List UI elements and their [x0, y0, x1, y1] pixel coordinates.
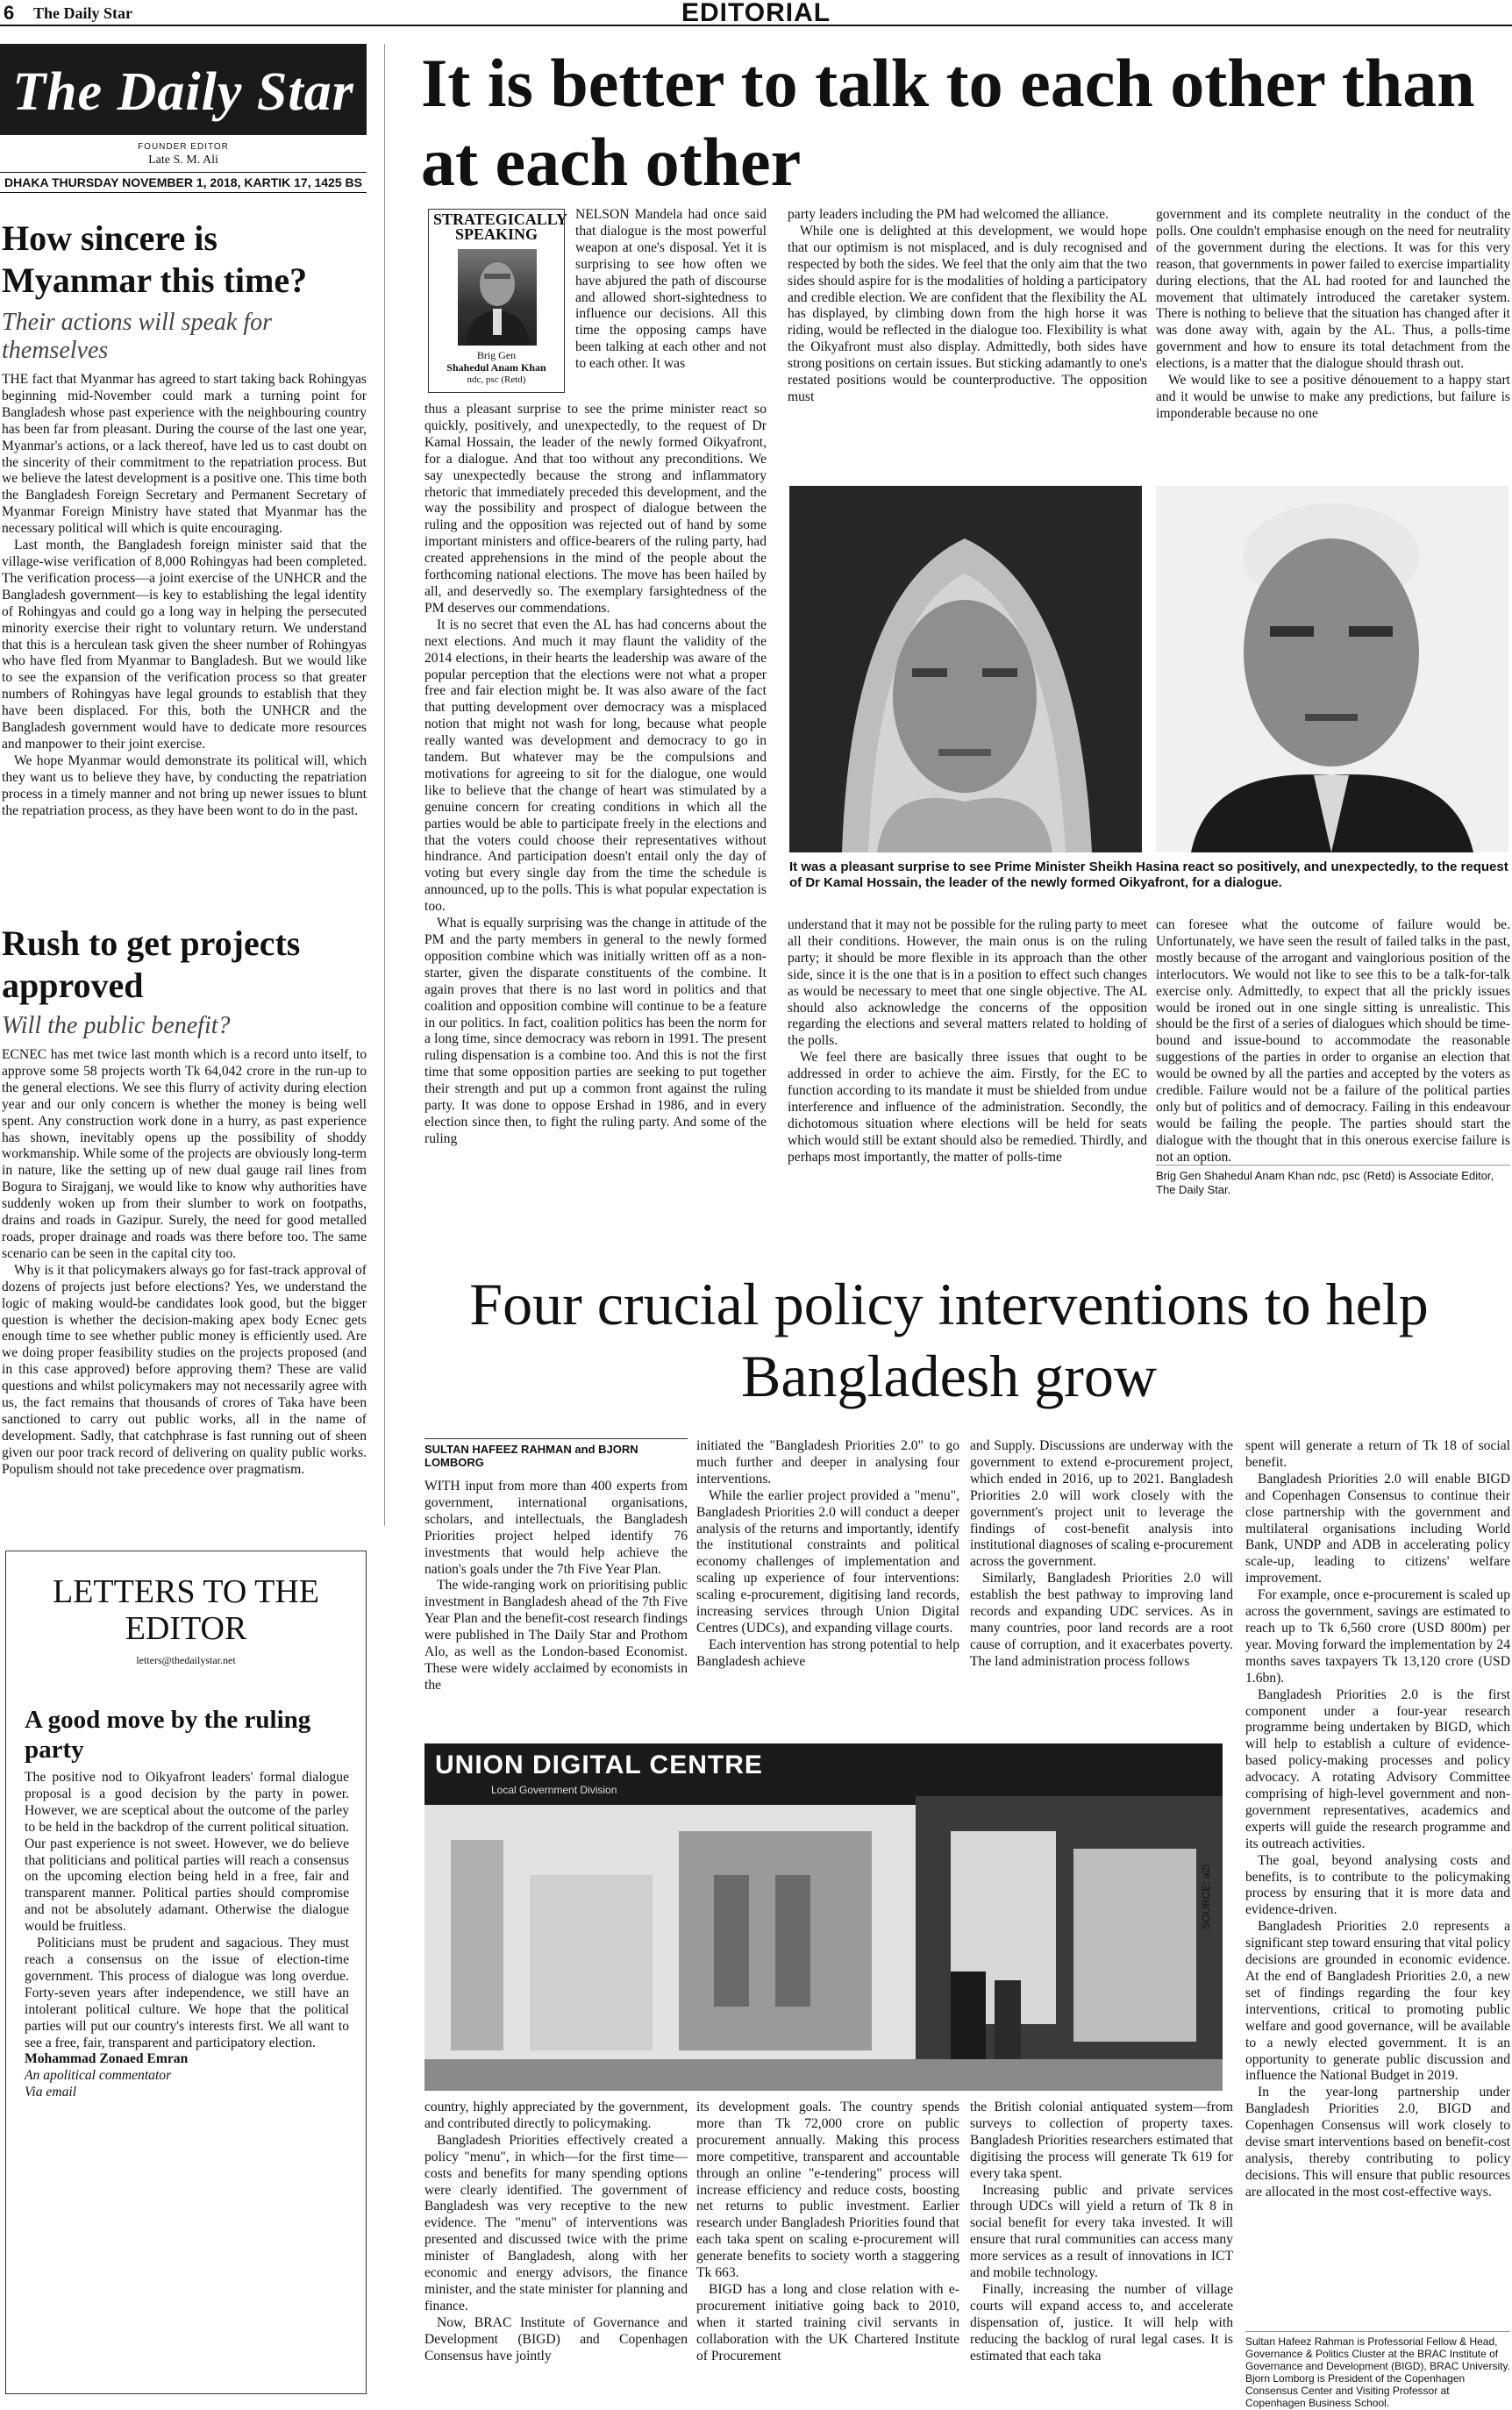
photo-sign-main: UNION DIGITAL CENTRE — [435, 1750, 763, 1779]
article-2-col2-top — [696, 1438, 959, 1671]
letter-signature-via: Via email — [25, 2085, 77, 2100]
author-photo — [458, 249, 537, 346]
article-2-col4 — [1245, 1438, 1510, 2201]
author-name: Shahedul Anam Khan — [446, 361, 546, 374]
article-1-col2-top — [788, 207, 1147, 406]
article-2-paragraph: BIGD has a long and close relation with e-procurement initiative going back to 2010, when it started training civil servants in collaboration with the UK Chartered Institute of Procurement — [696, 2281, 959, 2364]
article-1-col2-bottom — [788, 917, 1147, 1166]
article-1-col3-bottom — [1156, 917, 1510, 1166]
letter-signature-name: Mohammad Zonaed Emran — [25, 2051, 189, 2067]
article-2-paragraph: Bangladesh Priorities 2.0 will enable BIGD and Copenhagen Consensus to continue their close partnership with the government and multilateral organisations including World Bank, UNDP and ADB in accelerating policy scale-up, leading to citizens' welfare improvement. — [1245, 1471, 1510, 1586]
article-2-paragraph: Each intervention has strong potential to help Bangladesh achieve — [696, 1636, 959, 1669]
section-title: EDITORIAL — [681, 0, 831, 27]
article-2-headline: Four crucial policy interventions to help Bangladesh grow — [469, 1271, 1429, 1409]
article-2-author-note: Sultan Hafeez Rahman is Professorial Fellow & Head, Governance & Politics Cluster at the BRAC Institute of Governance and Development (BIGD), BRAC University. Bjorn Lomborg is President of the Copenhagen Consensus Center and Visiting Professor at Copenhagen Business School. — [1245, 2331, 1510, 2409]
editorial-1-headline: How sincere is Myanmar this time? — [2, 218, 308, 300]
article-2-paragraph: The wide-ranging work on prioritising public investment in Bangladesh ahead of the 7th Five Year Plan and the benefit-cost research findings were published in The Daily Star and Prothom Alo, as well as the London-based Economist. These were widely acclaimed by economists in the — [424, 1578, 688, 1693]
photo-kamal-hossain — [1156, 486, 1508, 852]
article-2-paragraph: Finally, increasing the number of village courts will expand access to, and accelerate dispensation of, justice. It will help with reducing the backlog of rural legal cases. It is estimated that each taka — [970, 2281, 1233, 2364]
article-2-paragraph: its development goals. The country spends more than Tk 72,000 crore on public procurement annually. Making this process more competitive, transparent and accountable through an online "e-tendering" process will increase efficiency and reduce costs, boosting net returns to public investment. Earlier research under Bangladesh Priorities found that each taka spent on scaling e-procurement will generate benefits to society worth a staggering Tk 663. — [696, 2100, 959, 2281]
photo-sign-sub: Local Government Division — [491, 1784, 617, 1796]
article-1-paragraph: can foresee what the outcome of failure would be. Unfortunately, we have seen the result of failed talks in the past, mostly because of the arrogant and vainglorious position of the interlocutors. We would not like to see this to be a talk-for-talk exercise only. Admittedly, to expect that all the prickly issues would be ironed out in one single sitting is unrealistic. This should be the first of a series of dialogues which should be time-bound and issue-bound to accommodate the reasonable suggestions of the parties in order to organise an election that would be owned by all the parties and accepted by the voters as credible. Failure would not be a failure of the political parties only but of politics and of democracy. Failing in this endeavour would be failing the people. The parties should start the dialogue with the thought that in this onerous exercise failure is not an option. — [1156, 917, 1510, 1165]
page-flag-paper-name: The Daily Star — [33, 4, 133, 22]
letter-paragraph: Politicians must be prudent and sagacious. They must reach a consensus on the issue of election-time government. This process of dialogue was long overdue. Forty-seven years after independence, we still have an intolerant political culture. We hope that the political parties will put our country's interests first. We all want to see a free, fair, transparent and participatory election. — [25, 1936, 349, 2050]
column-divider — [384, 44, 385, 1526]
article-2-paragraph: and Supply. Discussions are underway with the government to extend e-procurement project, which ended in 2016, up to 2021. Bangladesh Priorities 2.0 will work closely with the government's project unit to leverage the findings of cost-benefit analysis into institutional diagnoses of scaling e-procurement across the government. — [970, 1438, 1233, 1570]
article-2-col2-bottom — [696, 2100, 959, 2365]
editorial-2-body — [2, 1047, 367, 1479]
author-suffix: ndc, psc (Retd) — [467, 374, 526, 385]
article-1-author-note: Brig Gen Shahedul Anam Khan ndc, psc (Retd) is Associate Editor, The Daily Star. — [1156, 1165, 1510, 1197]
article-1-paragraph: understand that it may not be possible for the ruling party to meet all their conditions. However, the main onus is on the ruling party; it should be more flexible in its approach than the other side, since it is the one that is in a position to effect such changes as would be necessary to meet that one single objective. The AL should also acknowledge the concerns of the opposition regarding the elections and several matters related to holding of the polls. — [788, 917, 1147, 1049]
article-2-paragraph: For example, once e-procurement is scaled up across the government, savings are estimated to reach up to Tk 6,560 crore (USD 800m) per year. Moving forward the implementation by 24 months saves taxpayers Tk 13,120 crore (USD 1.6bn). — [1245, 1587, 1510, 1686]
article-2-byline: SULTAN HAFEEZ RAHMAN and BJORN LOMBORG — [424, 1438, 688, 1469]
column-label: STRATEGICALLY SPEAKING — [433, 210, 568, 243]
editorial-1-body — [2, 372, 367, 819]
article-1-paragraph: What is equally surprising was the change in attitude of the PM and the party members in general to the newly formed opposition combine which was initially written off as a non-starter, given the disparate constituents of the combine. It again proves that there is no last word in politics and that coalition and opposition combine will continue to be a feature in our politics. In fact, coalition politics has been the norm for a long time, since democracy was reborn in 1991. The present ruling dispensation is a combine too. And this is not the first time that some opposition parties are seeking to put together their strength and put up a common front against the ruling party. It was done to oppose Ershad in 1986, and in every election since then, to fight the ruling party. And some of the ruling — [424, 916, 767, 1146]
article-2-paragraph: the British colonial antiquated system—from surveys to collection of property taxes. Bangladesh Priorities researchers estimated that digitising the process will generate Tk 619 for every taka spent. — [970, 2100, 1233, 2181]
article-2-col1-top — [424, 1479, 688, 1694]
article-2-col1-bottom — [424, 2100, 688, 2365]
article-1-intro-text: NELSON Mandela had once said that dialogue is the most powerful weapon at one's disposal. Yet it is surprising to see how often we have abjured the path of discourse and allowed short-sightedness to influence our decisions. All this time the opposing camps have been talking at each other and not to each other. It was — [575, 207, 767, 372]
column-author — [433, 349, 560, 386]
page-number: 6 — [4, 2, 15, 24]
article-2-col3-bottom — [970, 2100, 1233, 2365]
article-1-headline: It is better to talk to each other than at each other — [421, 45, 1475, 200]
article-1-paragraph: We feel there are basically three issues that ought to be addressed in order to achieve the aim. Firstly, for the EC to function according to its mandate it must be shielded from undue interference and influence of the administration. Secondly, the dichotomous situation where elections will be held for seats which would still be extant should also be remedied. Thirdly, and perhaps most importantly, the matter of polls-time — [788, 1050, 1147, 1165]
article-1-paragraph: thus a pleasant surprise to see the prime minister react so quickly, positively, and unexpectedly, to the request of Dr Kamal Hossain, the leader of the newly formed Oikyafront, for a dialogue. And that too without any preconditions. We say unexpectedly because the strong and inflammatory rhetoric that immediately preceded this development, and the way the possibility and prospect of dialogue between the ruling and the opposition was rejected out of hand by some important ministers and office-bearers of the ruling party, had created apprehensions in the mind of the people about the forthcoming national elections. The move has been hailed by all, and deservedly so. The exemplary farsightedness of the PM deserves our commendations. — [424, 402, 767, 616]
letters-email: letters@thedailystar.net — [136, 1654, 236, 1666]
photo-sheikh-hasina — [789, 486, 1142, 852]
article-2-paragraph: Bangladesh Priorities effectively created a policy "menu", in which—for the first time—costs and benefits for many spending options were clearly identified. The government of Bangladesh was very receptive to the new evidence. The "menu" of interventions was presented and discussed twice with the prime minister of Bangladesh, along with her economic and energy advisors, the finance minister, and the state minister for planning and finance. — [424, 2132, 688, 2314]
article-2-paragraph: While the earlier project provided a "menu", Bangladesh Priorities 2.0 will conduct a deeper analysis of the returns and importantly, identify the institutional constraints and political economy challenges of implementation and scaling up experience of four interventions: scaling e-procurement, digitising land records, increasing services through Union Digital Centres (UDCs), and expanding village courts. — [696, 1487, 959, 1636]
article-2-paragraph: initiated the "Bangladesh Priorities 2.0" to go much further and deeper in analysing four interventions. — [696, 1438, 959, 1487]
masthead — [0, 44, 367, 135]
article-2-col3-top — [970, 1438, 1233, 1671]
article-2-paragraph: country, highly appreciated by the government, and contributed directly to policymaking. — [424, 2100, 688, 2131]
article-2-paragraph: spent will generate a return of Tk 18 of social benefit. — [1245, 1438, 1510, 1470]
article-2-paragraph: The goal, beyond analysing costs and benefits, is to contribute to the policymaking process by ensuring that it is more data and evidence-driven. — [1245, 1852, 1510, 1918]
article-1-paragraph: It is no secret that even the AL has had concerns about the next elections. And much it may flaunt the validity of the 2014 elections, in their hearts the leadership was aware of the popular perception that the elections were not what a proper free and fair election might be. It was also aware of the fact that putting development over democracy was a misplaced notion that might not wash for long, because what people really wanted was development and democracy to go in tandem. But whatever may be the compulsions and motivations for agreeing to sit for the dialogue, one would like to believe that the change of heart was stimulated by a genuine concern for creating conditions in which all the parties would be able to participate freely in the elections and that the voters could choose their representatives without hindrance. And participation doesn't entail only the day of voting but every single day from the time the schedule is announced, up to the polls. This is what popular expectation is too. — [424, 617, 767, 915]
article-2-intro: WITH input from more than 400 experts from government, international organisations, scholars, and intellectuals, the Bangladesh Priorities project helped identify 76 investments that would help achieve the nation's goals under the 7th Five Year Plan. — [424, 1479, 688, 1577]
letters-title: LETTERS TO THE EDITOR — [53, 1573, 319, 1647]
editorial-2-subhead: Will the public benefit? — [2, 1012, 231, 1039]
editorial-2-paragraph: Why is it that policymakers always go for fast-track approval of dozens of projects just before elections? Yes, we understand the logic of making would-be candidates look good, but the bigger question is whether the decision-making apex body Ecnec gets enough time to see whether public money is efficiently used. Are we doing proper feasibility studies on the projects proposed (and in this case approved) before approving them? These are valid questions and whilst policymakers may not necessarily agree with us, the fact remains that thousands of crores of Taka have been sanctioned to carry out public works, all in the name of development. Sadly, that catchphrase is fast running out of sheen given our poor track record of delivering on quality public works. Populism should not take precedence over pragmatism. — [2, 1262, 367, 1477]
editorial-2-headline: Rush to get projects approved — [2, 923, 301, 1005]
editorial-1-subhead: Their actions will speak for themselves — [2, 309, 272, 364]
article-1-paragraph: party leaders including the PM had welcomed the alliance. — [788, 207, 1109, 222]
letter-headline: A good move by the ruling party — [25, 1706, 311, 1764]
article-1-col1 — [424, 402, 767, 1148]
founder-label: FOUNDER EDITOR — [138, 142, 229, 152]
article-1-intro — [575, 207, 767, 373]
author-rank: Brig Gen — [476, 349, 517, 361]
article-1-paragraph: We would like to see a positive dénouement to a happy start and it would be unwise to make any predictions, but failure is imponderable because no one — [1156, 373, 1510, 421]
letter-signature-title: An apolitical commentator — [25, 2068, 172, 2084]
article-2-paragraph: Increasing public and private services through UDCs will yield a return of Tk 8 in social benefit for every taka invested. It will ensure that rural communities can access many more services as a result of innovations in ICT and mobile technology. — [970, 2182, 1233, 2281]
article-2-paragraph: In the year-long partnership under Bangladesh Priorities 2.0, BIGD and Copenhagen Consensus will work closely to devise smart interventions based on benefit-cost analysis, thereby contributing to policy decisions. This will ensure that public resources are allocated in the most cost-effective ways. — [1245, 2085, 1510, 2200]
editorial-1-paragraph: Last month, the Bangladesh foreign minister said that the village-wise verification of 8,000 Rohingyas had been completed. The verification process—a joint exercise of the UNHCR and the Bangladesh government—is key to establishing the legal identity of Rohingyas and could go a long way in helping the persecuted minority exercise their right to voluntary return. We understand that this is a herculean task given the sheer number of Rohingyas who have fled from Myanmar to Bangladesh. But we would like to see the expansion of the verification process so that greater numbers of Rohingyas have legal grounds to establish that they have been displaced. For this, both the UNHCR and the Bangladesh government would have to dedicate more resources and manpower to their joint exercise. — [2, 538, 367, 752]
editorial-1-paragraph: We hope Myanmar would demonstrate its political will, which they want us to believe they have, by conducting the repatriation process in a timely manner and not bring up newer issues to blunt the repatriation process, as they have been wont to do in the past. — [2, 752, 367, 818]
masthead-title: The Daily Star — [12, 62, 354, 122]
article-2-paragraph: Bangladesh Priorities 2.0 represents a significant step toward ensuring that vital policy decisions are grounded in economic evidence. At the end of Bangladesh Priorities 2.0, a new set of findings regarding the four key interventions, critical to promoting public welfare and good governance, will be available to a newly elected government. It is an opportunity to generate public discussion and influence the National Budget in 2019. — [1245, 1919, 1510, 2084]
article-2-paragraph: Now, BRAC Institute of Governance and Development (BIGD) and Copenhagen Consensus have jointly — [424, 2314, 688, 2364]
photo-caption: It was a pleasant surprise to see Prime Minister Sheikh Hasina react so positively, and unexpectedly, to the request of Dr Kamal Hossain, the leader of the newly formed Oikyafront, for a dialogue. — [789, 859, 1508, 890]
article-1-paragraph: While one is delighted at this development, we would hope that our optimism is not misplaced, and is duly recognised and respected by both the sides. We feel that the only aim that the two sides should aspire for is the modalities of holding a participatory and credible election. We are confident that the flexibility the AL has displayed, by climbing down from the high horse it was riding, would be reflected in the dialogue too. Flexibility is what the Oikyafront must also display. Admittedly, both sides have strong positions on certain issues. But sticking adamantly to one's restated positions would be counterproductive. The opposition must — [788, 223, 1147, 404]
editorial-2-paragraph: ECNEC has met twice last month which is a record unto itself, to approve some 58 projects worth Tk 64,042 crore in the run-up to the general elections. We see this flurry of activity during election year and our only concern is whether the money is being well spent. Any construction work done in a hurry, as past experience has shown, inevitably opens up the possibility of shoddy workmanship. While some of the projects are obviously long-term in nature, like the setting up of new dual gauge rail lines from Bogura to Sirajganj, we would like to know why authorities have suddenly woken up from their slumber to work on footpaths, drains and roads in Gazipur. Surely, the need for good metalled roads, proper drainage and roads was there before too. The same scenario can be seen in the capital city too. — [2, 1047, 367, 1261]
article-1-paragraph: government and its complete neutrality in the conduct of the polls. One couldn't emphasise enough on the need for neutrality of the government during the elections. It was for this very reason, that governments in power failed to exercise impartiality during elections, that the AL had rooted for and launched the movement that ultimately introduced the caretaker system. There is nothing to believe that the situation has changed after it was done away with, again by the AL. Thus, a polls-time government and how to ensure its total detachment from the elections, is a matter that the dialogue should thrash out. — [1156, 207, 1510, 372]
letter-body — [25, 1770, 349, 2101]
article-2-paragraph: Bangladesh Priorities 2.0 is the first component under a four-year research programme being undertaken by BIGD, which will help to establish a culture of evidence-based policy-making processes and policy advocacy. A rotating Advisory Committee comprising of high-level government and non-government representatives, academics and experts will guide the research programme and its outreach activities. — [1245, 1686, 1510, 1851]
article-2-paragraph: Similarly, Bangladesh Priorities 2.0 will establish the best pathway to improving land records and expanding UDC services. As in many countries, poor land records are a root cause of corruption, and it exacerbates poverty. The land administration process follows — [970, 1571, 1233, 1669]
editorial-1-paragraph: THE fact that Myanmar has agreed to start taking back Rohingyas beginning mid-November could mark a turning point for Bangladesh whose past experience with the neighbouring country has been far from pleasant. During the course of the last one year, Myanmar's actions, or a lack thereof, have led us to cast doubt on the sincerity of their commitment to the repatriation process. But we believe the latest development is a positive one. This time both the Bangladesh Foreign Secretary and Permanent Secretary of Myanmar Foreign Ministry have stated that Myanmar has the necessary political will which is quite encouraging. — [2, 372, 367, 537]
founder-name: Late S. M. Ali — [148, 153, 218, 167]
dateline: DHAKA THURSDAY NOVEMBER 1, 2018, KARTIK 17, 1425 BS — [0, 172, 367, 193]
article-1-col3-top — [1156, 207, 1510, 423]
letter-paragraph: The positive nod to Oikyafront leaders' formal dialogue proposal is a good decision by the party in power. However, we are sceptical about the outcome of the parley to be held in the backdrop of the current political situation. Our past experience is not sweet. However, we do believe that politicians and political parties will reach a consensus on the upcoming election being held in a free, fair and transparent manner. Political parties should compromise and not be absolutely adamant. Otherwise the dialogue would be fruitless. — [25, 1770, 349, 1935]
photo-source: SOURCE: a2i — [1200, 1864, 1212, 1929]
